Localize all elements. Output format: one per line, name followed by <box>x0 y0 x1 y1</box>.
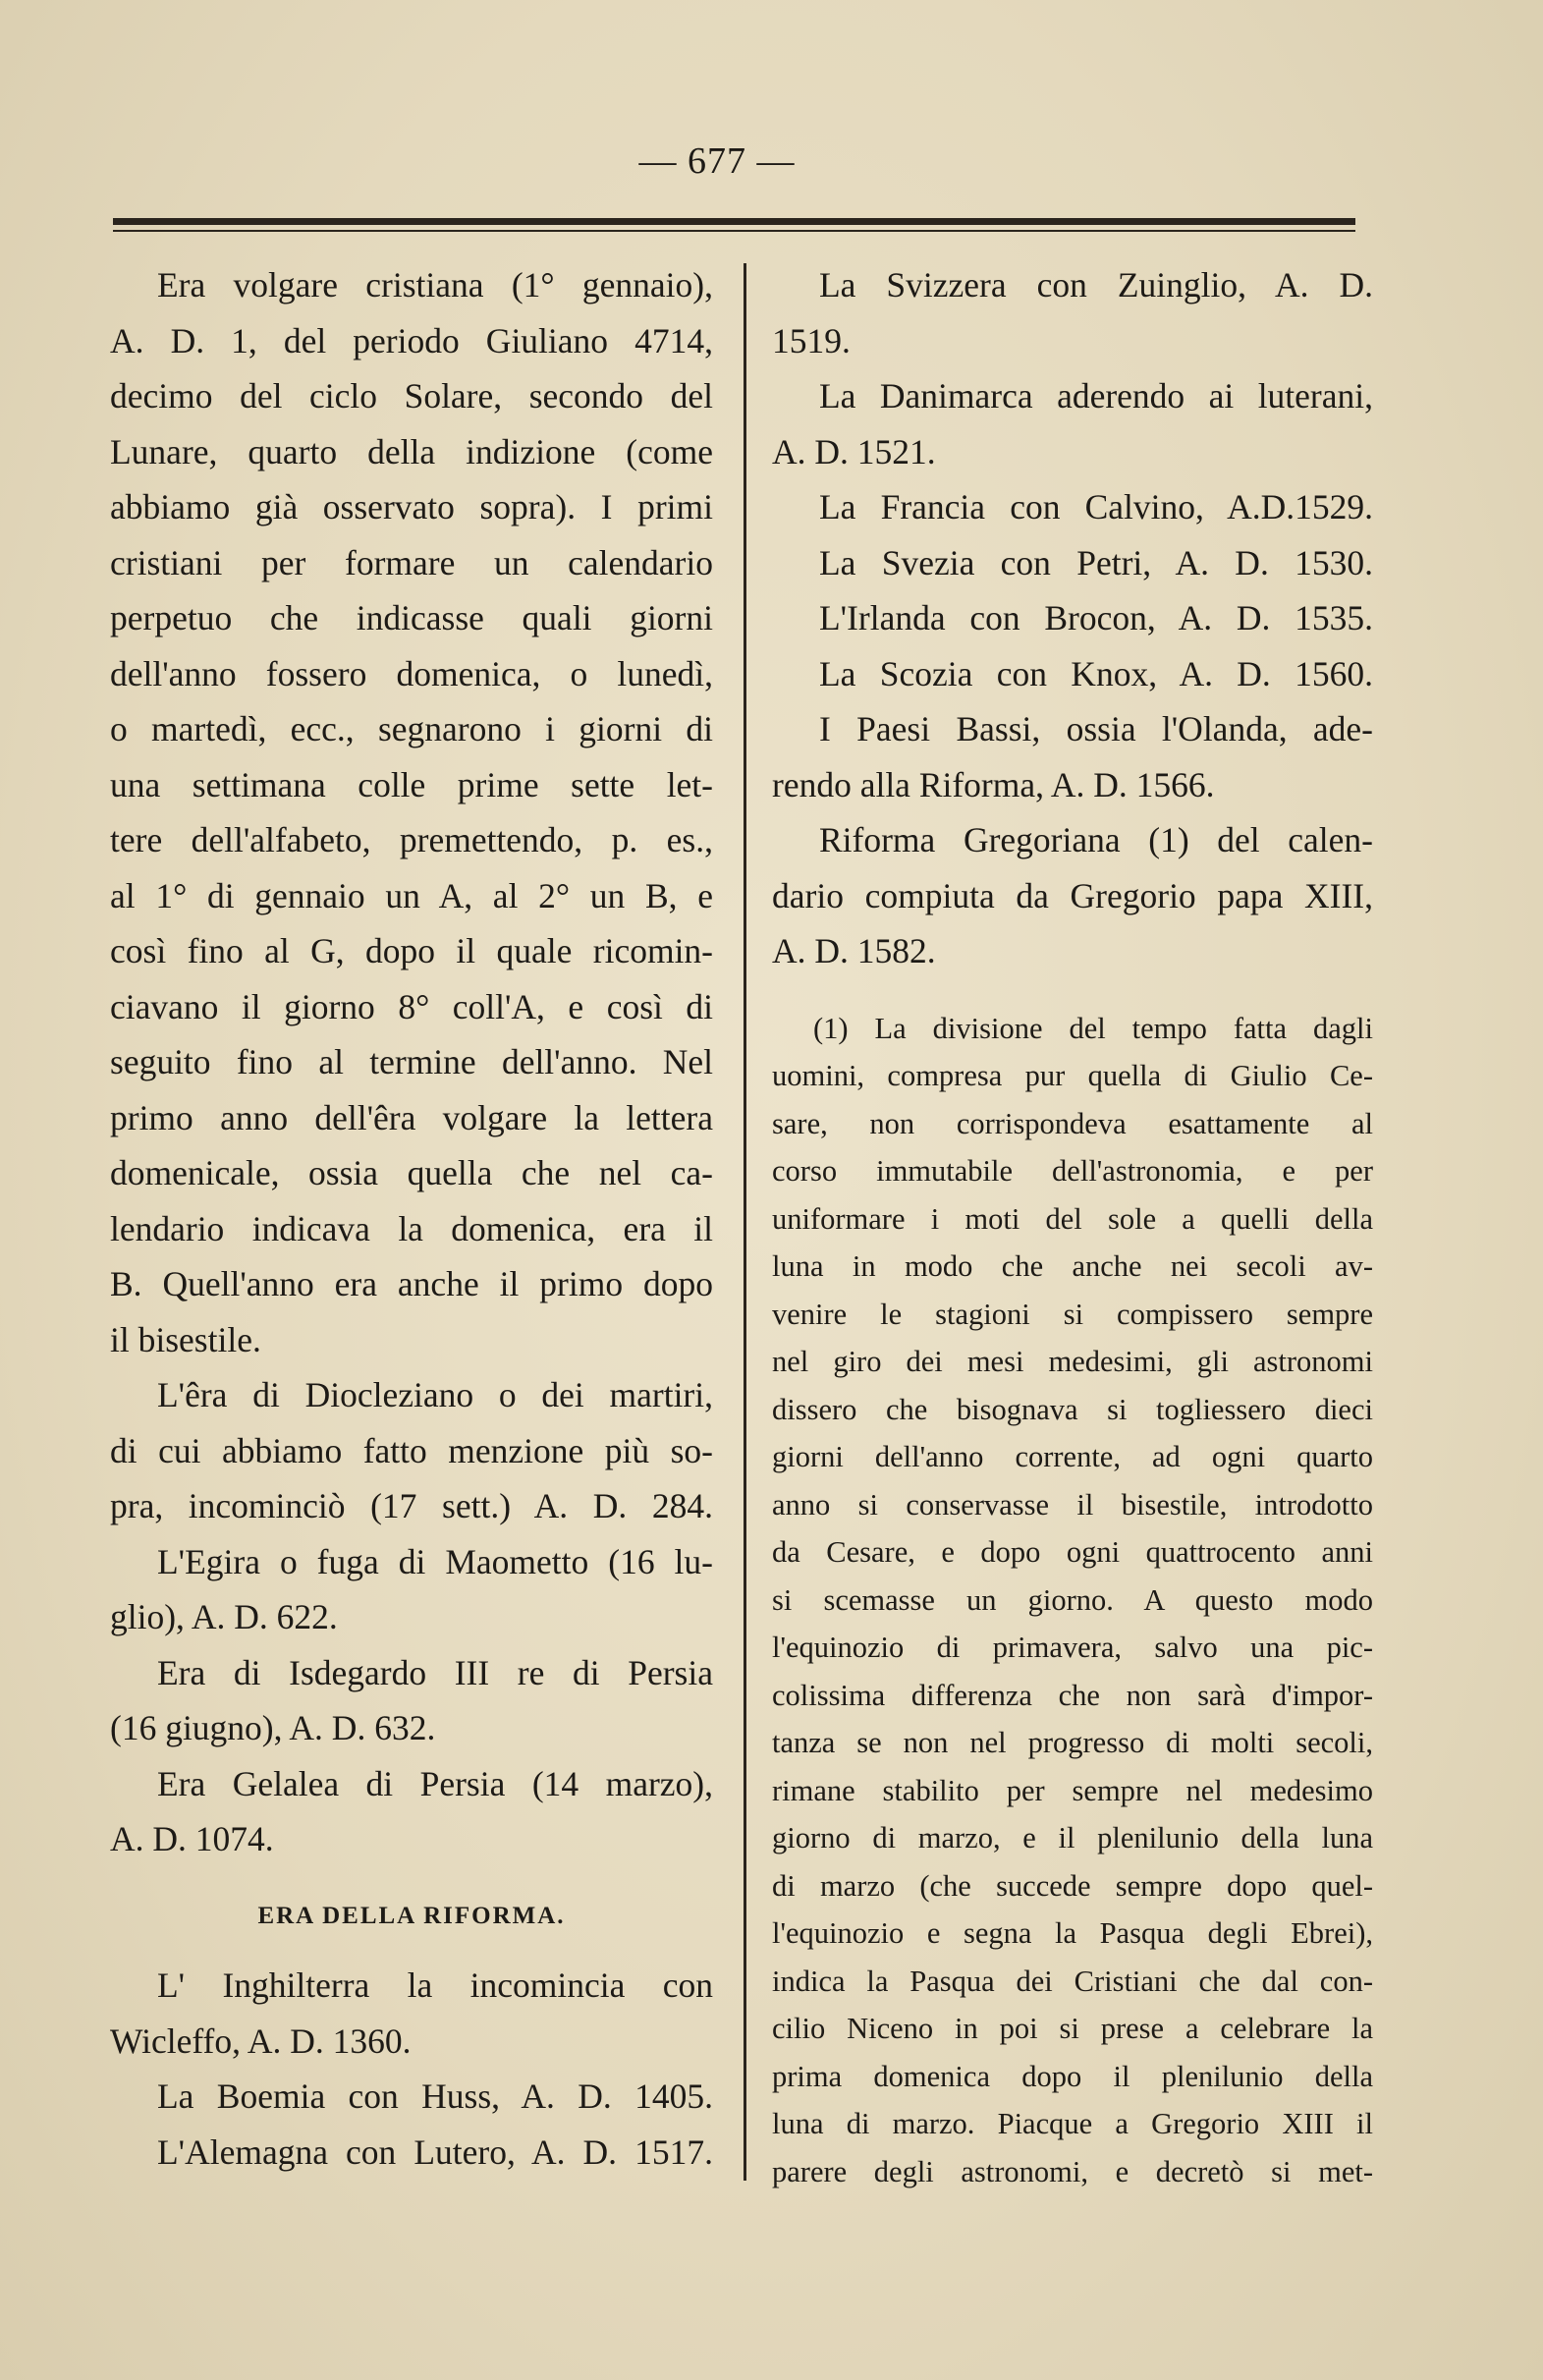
paragraph-irlanda: L'Irlanda con Brocon, A. D. 1535. <box>819 598 1373 637</box>
footnote-line: indica la Pasqua dei Cristiani che dal con- <box>772 1964 1373 1998</box>
footnote-line: anno si conservasse il bisestile, introdotto <box>772 1487 1373 1522</box>
paragraph-svizzera <box>772 257 1373 368</box>
text-line: Era volgare cristiana (1° gennaio), <box>157 265 713 304</box>
text-line: A. D. 1074. <box>110 1819 274 1858</box>
text-line: A. D. 1, del periodo Giuliano 4714, <box>110 320 713 360</box>
text-line: I Paesi Bassi, ossia l'Olanda, ade- <box>819 709 1373 748</box>
text-line: cristiani per formare un calendario <box>110 542 713 582</box>
text-line: rendo alla Riforma, A. D. 1566. <box>772 764 1215 804</box>
paragraph-isdegardo <box>110 1645 713 1756</box>
text-line: così fino al G, dopo il quale ricomin- <box>110 931 713 970</box>
paragraph-era-volgare <box>110 257 713 1367</box>
section-title: ERA DELLA RIFORMA. <box>257 1902 566 1929</box>
text-line: abbiamo già osservato sopra). I primi <box>110 487 713 526</box>
paragraph-boemia: La Boemia con Huss, A. D. 1405. <box>157 2076 713 2116</box>
paragraph-svezia: La Svezia con Petri, A. D. 1530. <box>819 542 1373 582</box>
text-line: primo anno dell'êra volgare la lettera <box>110 1097 713 1137</box>
paragraph-diocleziano <box>110 1367 713 1534</box>
text-line: Wicleffo, A. D. 1360. <box>110 2020 412 2061</box>
footnote-line: giorno di marzo, e il plenilunio della luna <box>772 1821 1373 1854</box>
text-line: di cui abbiamo fatto menzione più so- <box>110 1430 713 1470</box>
footnote-line: corso immutabile dell'astronomia, e per <box>772 1154 1373 1188</box>
text-line: al 1° di gennaio un A, al 2° un B, e <box>110 875 713 915</box>
footnote-line: sare, non corrispondeva esattamente al <box>772 1106 1373 1140</box>
text-line: pra, incominciò (17 sett.) A. D. 284. <box>110 1486 713 1525</box>
paragraph-alemagna: L'Alemagna con Lutero, A. D. 1517. <box>157 2131 713 2172</box>
paragraph-paesi-bassi <box>772 701 1373 812</box>
column-divider <box>744 263 746 2181</box>
text-line: (16 giugno), A. D. 632. <box>110 1708 436 1747</box>
text-line: dario compiuta da Gregorio papa XIII, <box>772 875 1373 915</box>
text-line: L'Egira o fuga di Maometto (16 lu- <box>157 1541 713 1581</box>
page-number: — 677 — <box>638 140 796 182</box>
text-line: lendario indicava la domenica, era il <box>110 1208 713 1248</box>
footnote-line: cilio Niceno in poi si prese a celebrare la <box>772 2012 1373 2045</box>
text-line: glio), A. D. 622. <box>110 1597 338 1636</box>
paragraph-inghilterra <box>110 1958 713 2069</box>
text-line: ciavano il giorno 8° coll'A, e così di <box>110 986 713 1026</box>
text-line: Era Gelalea di Persia (14 marzo), <box>157 1763 713 1803</box>
footnote-line: giorni dell'anno corrente, ad ogni quarto <box>772 1440 1373 1473</box>
footnote-line: uniformare i moti del sole a quelli della <box>772 1201 1373 1236</box>
paragraph-riforma-gregoriana <box>772 812 1373 979</box>
text-line: Lunare, quarto della indizione (come <box>110 431 713 471</box>
text-line: La Danimarca aderendo ai luterani, <box>819 376 1373 415</box>
text-line: L'êra di Diocleziano o dei martiri, <box>157 1375 713 1414</box>
text-line: il bisestile. <box>110 1319 261 1359</box>
footnote-line: l'equinozio di primavera, salvo una pic- <box>772 1631 1373 1664</box>
text-line: perpetuo che indicasse quali giorni <box>110 598 713 637</box>
text-line: B. Quell'anno era anche il primo dopo <box>110 1264 713 1303</box>
paragraph-scozia: La Scozia con Knox, A. D. 1560. <box>819 653 1373 693</box>
footnote-line: colissima differenza che non sarà d'impor- <box>772 1678 1373 1712</box>
text-line: La Svizzera con Zuinglio, A. D. <box>819 265 1373 304</box>
footnote-line: rimane stabilito per sempre nel medesimo <box>772 1773 1373 1807</box>
footnote-line: dissero che bisognava si togliessero dieci <box>772 1392 1373 1426</box>
right-column <box>772 257 1373 2195</box>
paragraph-danimarca <box>772 368 1373 479</box>
footnote-line: si scemasse un giorno. A questo modo <box>772 1582 1373 1617</box>
text-line: A. D. 1582. <box>772 931 936 970</box>
text-line: Riforma Gregoriana (1) del calen- <box>819 820 1373 859</box>
footnote-gap <box>772 979 1373 1005</box>
footnote <box>772 1005 1373 2196</box>
footnote-line: parere degli astronomi, e decretò si met- <box>772 2154 1373 2188</box>
footnote-line: (1) La divisione del tempo fatta dagli <box>813 1011 1373 1045</box>
footnote-line: l'equinozio e segna la Pasqua degli Ebrei), <box>772 1916 1373 1950</box>
paragraph-egira <box>110 1534 713 1645</box>
footnote-line: da Cesare, e dopo ogni quattrocento anni <box>772 1535 1373 1569</box>
header-rule-thin <box>113 230 1355 232</box>
text-line: L' Inghilterra la incomincia con <box>157 1965 713 2005</box>
footnote-line: venire le stagioni si compissero sempre <box>772 1297 1373 1331</box>
footnote-line: uomini, compresa pur quella di Giulio Ce- <box>772 1059 1373 1092</box>
footnote-line: luna in modo che anche nei secoli av- <box>772 1249 1373 1283</box>
footnote-line: di marzo (che succede sempre dopo quel- <box>772 1868 1373 1903</box>
paragraph-gelalea <box>110 1756 713 1867</box>
footnote-line: nel giro dei mesi medesimi, gli astronomi <box>772 1345 1373 1378</box>
text-line: domenicale, ossia quella che nel ca- <box>110 1153 713 1192</box>
text-line: Era di Isdegardo III re di Persia <box>157 1652 713 1692</box>
text-line: una settimana colle prime sette let- <box>110 764 713 804</box>
footnote-line: luna di marzo. Piacque a Gregorio XIII il <box>772 2107 1373 2140</box>
footnote-line: tanza se non nel progresso di molti secoli, <box>772 1726 1373 1759</box>
header-rule-thick <box>113 218 1355 225</box>
paragraph-francia: La Francia con Calvino, A.D.1529. <box>819 487 1373 526</box>
text-line: decimo del ciclo Solare, secondo del <box>110 376 713 415</box>
footnote-line: prima domenica dopo il plenilunio della <box>772 2059 1373 2093</box>
text-line: seguito fino al termine dell'anno. Nel <box>110 1042 713 1081</box>
text-line: tere dell'alfabeto, premettendo, p. es., <box>110 820 713 859</box>
text-line: A. D. 1521. <box>772 431 936 471</box>
text-line: o martedì, ecc., segnarono i giorni di <box>110 709 713 748</box>
text-line: 1519. <box>772 320 851 360</box>
left-column <box>110 257 713 2180</box>
text-line: dell'anno fossero domenica, o lunedì, <box>110 653 713 693</box>
